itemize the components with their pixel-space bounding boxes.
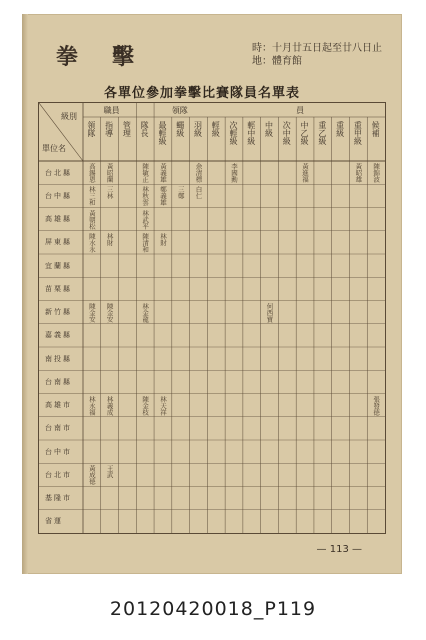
column-header: 次輕級 — [229, 121, 238, 145]
column-header: 蠅級 — [175, 121, 185, 137]
column-header: 輕級 — [211, 121, 221, 137]
roster-cell: 高錫恩 — [87, 163, 96, 183]
title-row — [56, 40, 382, 78]
column-header: 候補 — [371, 121, 381, 137]
roster-cell: 黃成德 — [87, 465, 96, 485]
page-number: — 113 — — [316, 544, 362, 555]
row-unit-name: 宜蘭縣 — [45, 261, 72, 270]
column-header: 管理 — [122, 121, 132, 137]
roster-cell: 陳敏正 — [141, 163, 150, 183]
roster-cell: 黃昭雄 — [354, 163, 363, 183]
row-unit-name: 基隆市 — [45, 494, 72, 503]
row-unit-name: 嘉義縣 — [45, 331, 72, 340]
column-header: 指導 — [104, 121, 114, 137]
column-header: 羽級 — [193, 121, 203, 137]
row-unit-name: 新竹縣 — [45, 308, 72, 317]
column-header: 領隊 — [86, 121, 96, 137]
roster-cell: 陳金安 — [105, 302, 114, 322]
column-header: 中乙級 — [300, 121, 310, 145]
roster-cell: 白仁 — [194, 186, 203, 200]
row-unit-name: 南投縣 — [45, 354, 72, 363]
image-caption: 20120420018_P119 — [109, 598, 317, 620]
row-unit-name: 台南縣 — [45, 377, 72, 386]
roster-cell: 林武平 — [141, 209, 150, 229]
row-unit-name: 台南市 — [45, 424, 72, 433]
corner-label-unit: 單位名 — [42, 144, 66, 153]
row-unit-name: 台北市 — [45, 470, 72, 479]
column-header: 最輕級 — [157, 121, 167, 145]
roster-cell: 陳水永 — [87, 232, 96, 253]
column-header: 隊長 — [140, 121, 150, 137]
row-unit-name: 台北縣 — [45, 168, 72, 177]
event-place: 地：體育館 — [252, 56, 302, 67]
roster-cell: 林永福 — [87, 395, 96, 415]
roster-cell: 余清標 — [194, 163, 203, 183]
roster-cell: 黃進福 — [301, 163, 310, 183]
table-subtitle: 各單位參加拳擊比賽隊員名單表 — [103, 86, 300, 101]
row-unit-name: 台中市 — [45, 447, 72, 456]
roster-cell: 何西寶 — [265, 302, 274, 322]
header-group-1: 職員 — [103, 106, 120, 115]
header-group-2: 領隊 — [171, 106, 188, 115]
column-header: 中級 — [264, 121, 274, 137]
roster-cell: 黃朝松 — [87, 209, 96, 229]
roster-cell: 三鄭 — [176, 186, 185, 200]
roster-cell: 王武 — [105, 465, 114, 479]
roster-cell: 林義成 — [105, 395, 114, 415]
roster-cell: 林三和 — [87, 186, 96, 206]
column-header: 輕中級 — [246, 121, 256, 145]
column-header: 次中級 — [282, 121, 292, 145]
roster-cell: 鄭義雄 — [158, 186, 167, 206]
header-group-3: 員 — [296, 106, 305, 115]
event-meta — [252, 42, 382, 68]
row-unit-name: 苗栗縣 — [45, 284, 72, 293]
roster-cell: 陳清和 — [141, 232, 150, 253]
column-header: 重甲級 — [353, 121, 363, 145]
document-page — [22, 14, 402, 574]
roster-cell: 林秋雲 — [141, 186, 150, 206]
page-title: 拳擊 — [56, 44, 169, 70]
roster-cell: 林金龍 — [141, 302, 150, 322]
row-unit-name: 台中縣 — [45, 191, 72, 200]
roster-table — [38, 102, 386, 534]
roster-cell: 陳金枝 — [141, 395, 150, 415]
corner-label-class: 級別 — [61, 112, 77, 121]
roster-cell: 李國勳 — [230, 163, 238, 183]
row-unit-name: 高雄縣 — [45, 215, 72, 224]
column-header: 重乙級 — [317, 121, 327, 145]
roster-cell: 黃昭蘭 — [105, 163, 114, 183]
roster-cell: 陳錦波 — [372, 163, 381, 183]
row-unit-name: 高雄市 — [45, 401, 72, 410]
roster-cell: 三林 — [105, 186, 114, 200]
event-time: 時：十月廿五日起至廿八日止 — [252, 43, 382, 54]
column-header: 重級 — [335, 121, 345, 137]
roster-cell: 林財 — [158, 232, 167, 246]
roster-cell: 黃義雄 — [158, 163, 167, 183]
roster-cell: 張發德 — [372, 395, 381, 415]
roster-cell: 陳金安 — [87, 302, 96, 322]
row-unit-name: 屏東縣 — [45, 238, 72, 247]
roster-cell: 林天祥 — [158, 395, 167, 415]
row-unit-name: 省運 — [45, 517, 63, 526]
roster-cell: 林財 — [105, 232, 114, 246]
